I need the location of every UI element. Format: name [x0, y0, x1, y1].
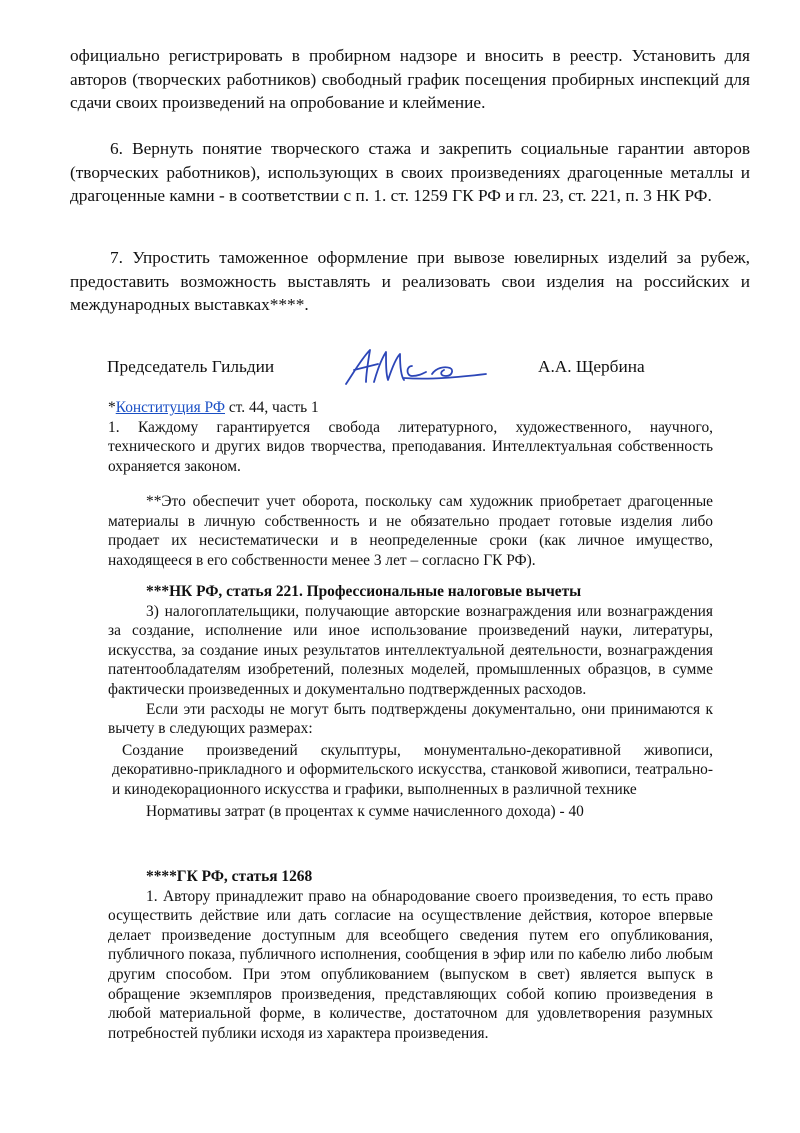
signature-title: Председатель Гильдии: [107, 357, 275, 376]
footnote-civil-code: [108, 867, 713, 1043]
tax-code-heading: ***НК РФ, статья 221. Профессиональные налоговые вычеты: [146, 583, 582, 600]
tax-code-norm: Нормативы затрат (в процентах к сумме начисленного дохода) - 40: [146, 802, 584, 820]
footnote-constitution-ref: [108, 398, 713, 418]
tax-code-item-3: 3) налогоплательщики, получающие авторские вознаграждения или вознаграждения за создание, исполнение или иное использование произведений науки, литературы, искусства, за создание иных результатов интеллектуальной деятельности, вознаграждения патентообладателям изобретений, полезных моделей, промышленных образцов, в сумме фактически произведенных и документально подтвержденных расходов.: [108, 602, 713, 698]
civil-code-heading: ****ГК РФ, статья 1268: [146, 868, 313, 885]
constitution-link[interactable]: Конституция РФ: [115, 399, 225, 416]
footnote-tax-code: [108, 582, 713, 821]
signature-block: [107, 352, 707, 386]
footnote-constitution: [108, 398, 713, 476]
footnote-marker: *: [108, 399, 116, 416]
civil-code-text: 1. Автору принадлежит право на обнародование своего произведения, то есть право осуществить действие или дать согласие на осуществление действия, которое впервые делает произведение доступным для всеобщего сведения путем его опубликования, публичного показа, публичного исполнения, сообщения в эфир или по кабелю либо любым другим способом. При этом опубликованием (выпуском в свет) является выпуск в обращение экземпляров произведения, представляющих собой копию произведения в любой материальной форме, в количестве, достаточном для удовлетворения разумных потребностей публики исходя из характера произведения.: [108, 887, 713, 1042]
paragraph-continuation: официально регистрировать в пробирном надзоре и вносить в реестр. Установить для авторов (творческих работников) свободный график посещения пробирных инспекций для сдачи своих произведений на опробование и клеймение.: [70, 46, 750, 112]
paragraph-item-6: 6. Вернуть понятие творческого стажа и закрепить социальные гарантии авторов (творческих работников), использующих в своих произведениях драгоценные металлы и драгоценные камни - в соответствии с п. 1. ст. 1259 ГК РФ и гл. 23, ст. 221, п. 3 НК РФ.: [70, 139, 750, 205]
signature-name: А.А. Щербина: [538, 357, 645, 376]
handwritten-signature-icon: [340, 344, 490, 390]
footnote-constitution-text: 1. Каждому гарантируется свобода литературного, художественного, научного, технического и других видов творчества, преподавания. Интеллектуальная собственность охраняется законом.: [108, 418, 713, 475]
tax-code-note: Если эти расходы не могут быть подтверждены документально, они принимаются к вычету в следующих размерах:: [108, 700, 713, 738]
footnote-constitution-article: ст. 44, часть 1: [225, 399, 319, 416]
footnote-accounting: **Это обеспечит учет оборота, поскольку сам художник приобретает драгоценные материалы в личную собственность и не обязательно продает готовые изделия либо продает их несистематически и в неопределенные сроки (как личное имущество, находящееся в его собственности менее 3 лет – согласно ГК РФ).: [108, 493, 713, 569]
tax-code-table-row: Создание произведений скульптуры, монументально-декоративной живописи, декоративно-прикладного и оформительского искусства, станковой живописи, театрально- и кинодекорационного искусства и графики, выполненных в различной технике: [112, 741, 713, 798]
paragraph-item-7: 7. Упростить таможенное оформление при вывозе ювелирных изделий за рубеж, предоставить возможность выставлять и реализовать свои изделия на российских и международных выставках****.: [70, 248, 750, 314]
